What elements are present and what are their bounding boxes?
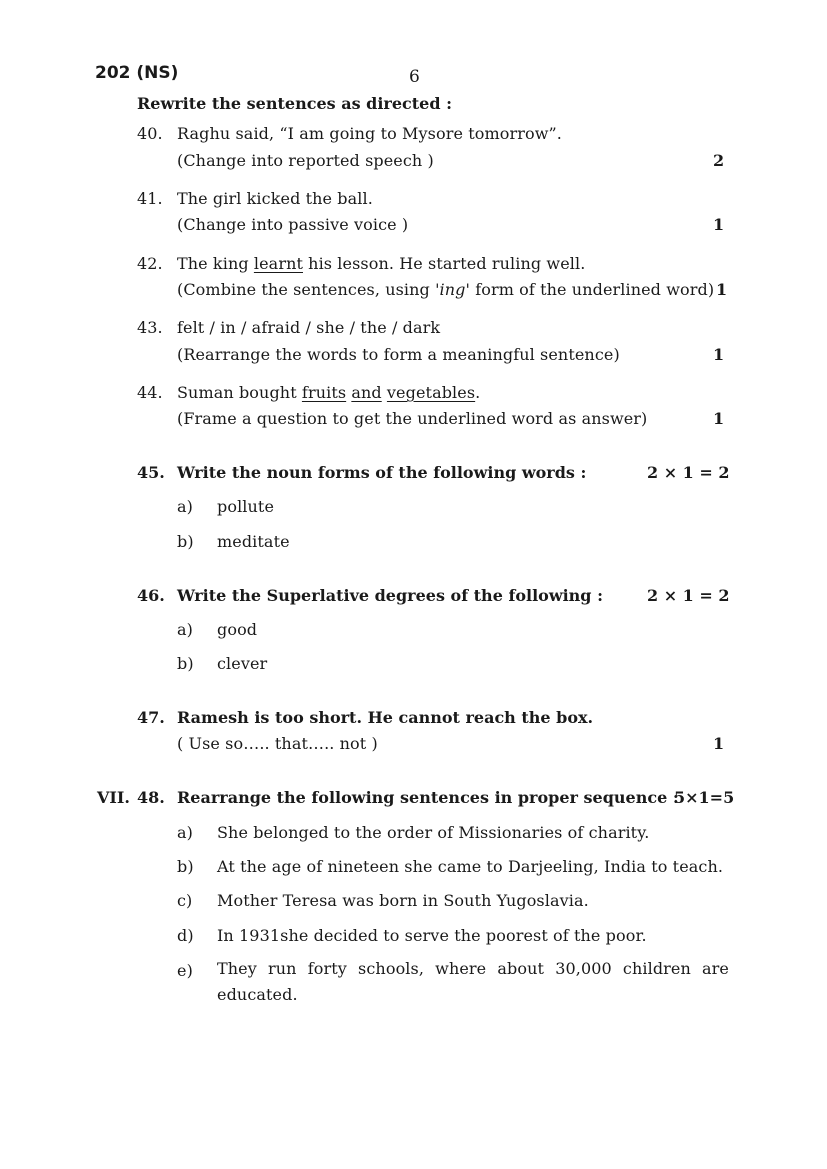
question-title: Write the Superlative degrees of the following : [177, 586, 603, 605]
item-text: clever [217, 654, 268, 673]
paper-code: 202 (NS) [95, 63, 179, 83]
question-title: Write the noun forms of the following words : [177, 463, 587, 482]
question-title: Ramesh is too short. He cannot reach the box. [177, 708, 594, 727]
item-label: d) [177, 926, 194, 945]
question-number: 46. [137, 586, 165, 605]
item-label: b) [177, 857, 194, 876]
question-instruction: (Change into reported speech ) [177, 151, 434, 170]
question-marks: 1 [713, 345, 725, 364]
question-text: The king learnt his lesson. He started ruling well. [177, 254, 586, 273]
question-number: 48. [137, 788, 165, 807]
question-marks: 1 [713, 215, 725, 234]
item-label: a) [177, 823, 193, 842]
question-number: 47. [137, 708, 165, 727]
section-number: VII. [97, 788, 130, 807]
question-instruction: (Rearrange the words to form a meaningful sentence) [177, 345, 620, 364]
item-text: She belonged to the order of Missionaries of charity. [217, 823, 650, 842]
underlined-word: learnt [253, 254, 303, 273]
item-label: b) [177, 654, 194, 673]
question-text: The girl kicked the ball. [177, 189, 373, 208]
question-marks: 1 [716, 280, 728, 299]
question-number: 41. [137, 189, 163, 208]
question-text: Raghu said, “I am going to Mysore tomorrow”. [177, 124, 562, 143]
question-text: Suman bought fruits and vegetables. [177, 383, 481, 402]
item-label: a) [177, 497, 193, 516]
item-label: c) [177, 891, 193, 910]
question-instruction: (Frame a question to get the underlined word as answer) [177, 409, 648, 428]
question-instruction: ( Use so….. that….. not ) [177, 734, 378, 753]
item-label: e) [177, 961, 193, 980]
item-text: Mother Teresa was born in South Yugoslavia. [217, 891, 589, 910]
question-number: 43. [137, 318, 163, 337]
item-text: pollute [217, 497, 275, 516]
underlined-word: vegetables [386, 383, 476, 402]
item-text: In 1931she decided to serve the poorest of the poor. [217, 926, 647, 945]
question-marks: 2 × 1 = 2 [647, 586, 730, 605]
question-number: 45. [137, 463, 165, 482]
question-number: 42. [137, 254, 163, 273]
item-text: meditate [217, 532, 290, 551]
underlined-word: and [351, 383, 382, 402]
question-marks: 1 [713, 409, 725, 428]
item-text: good [217, 620, 258, 639]
section-intro: Rewrite the sentences as directed : [137, 94, 452, 113]
question-text: felt / in / afraid / she / the / dark [177, 318, 441, 337]
item-label: a) [177, 620, 193, 639]
question-instruction: (Combine the sentences, using 'ing' form of the underlined word) [177, 280, 715, 299]
question-instruction: (Change into passive voice ) [177, 215, 409, 234]
question-marks: 2 × 1 = 2 [647, 463, 730, 482]
question-number: 40. [137, 124, 163, 143]
question-number: 44. [137, 383, 163, 402]
question-marks: 1 [713, 734, 725, 753]
item-label: b) [177, 532, 194, 551]
question-marks: 2 [713, 151, 725, 170]
page-number: 6 [409, 67, 420, 87]
underlined-word: fruits [301, 383, 347, 402]
item-text: At the age of nineteen she came to Darjeeling, India to teach. [217, 857, 724, 876]
question-title: Rearrange the following sentences in proper sequence : [177, 788, 679, 807]
item-text: They run forty schools, where about 30,000 children are educated. [217, 959, 729, 1004]
question-marks: 5×1=5 [674, 788, 735, 807]
